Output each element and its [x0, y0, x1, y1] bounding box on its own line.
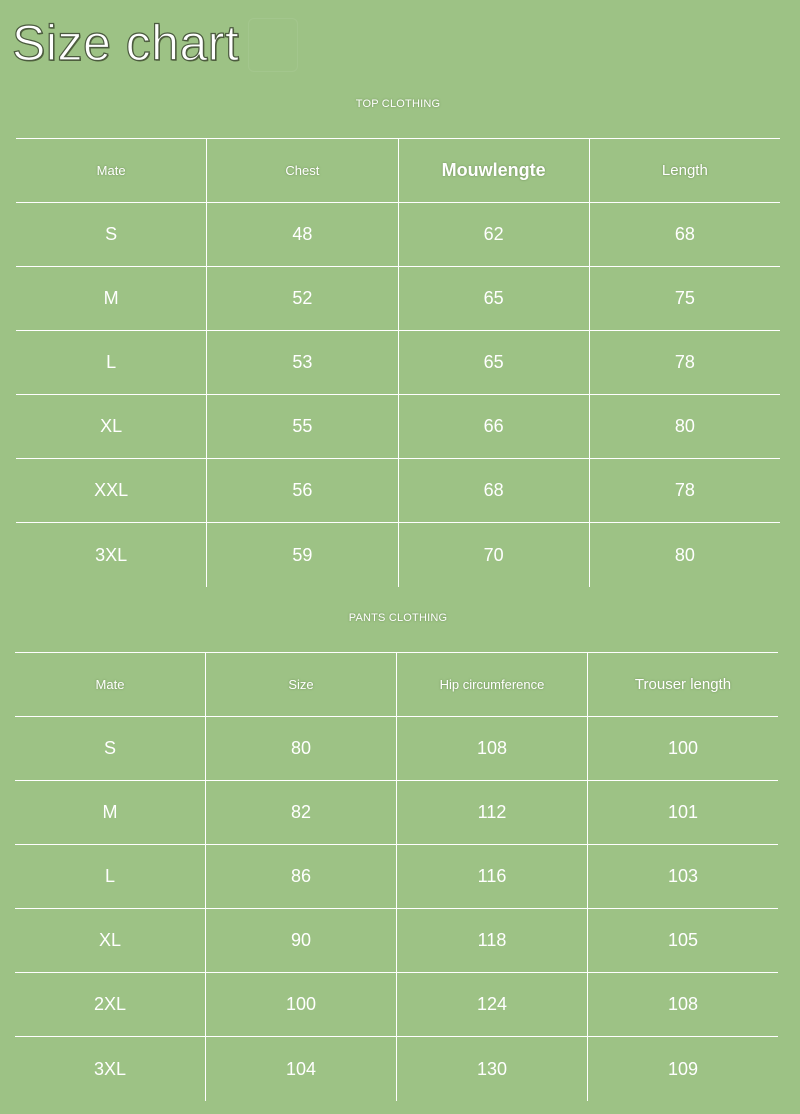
table-cell: 90 [205, 909, 396, 972]
table-cell: 124 [396, 973, 587, 1036]
pants-clothing-label: PANTS CLOTHING [348, 612, 448, 624]
table-cell: 2XL [93, 994, 127, 1014]
table-row [16, 523, 780, 587]
table-row [15, 1037, 778, 1101]
table-cell: S [105, 224, 118, 244]
table-cell: 3XL [95, 544, 128, 565]
table-cell: 75 [589, 267, 780, 330]
table-cell: 101 [587, 781, 778, 844]
table-row [16, 203, 780, 267]
table-cell: 65 [398, 267, 589, 330]
table-cell: L [106, 352, 117, 372]
top-clothing-label: TOP CLOTHING [355, 98, 441, 110]
table-cell: 65 [398, 331, 589, 394]
table-cell: M [102, 802, 118, 822]
table-cell: 108 [396, 717, 587, 780]
table-row [16, 267, 780, 331]
table-cell: 48 [206, 203, 397, 266]
header-cell: Hip circumference [396, 653, 587, 716]
table-row [15, 781, 778, 845]
table-row [15, 909, 778, 973]
table-cell: L [104, 866, 115, 886]
table-cell: 100 [587, 717, 778, 780]
table-cell: 78 [589, 459, 780, 522]
table-cell: 68 [589, 203, 780, 266]
table-cell: 70 [398, 523, 589, 587]
pants-clothing-table [15, 652, 778, 1101]
table-cell: 66 [398, 395, 589, 458]
table-cell: 78 [589, 331, 780, 394]
table-cell: 112 [396, 781, 587, 844]
table-row [15, 717, 778, 781]
table-cell: XL [98, 930, 122, 950]
header-cell: Mate [95, 677, 125, 692]
table-cell: XXL [94, 480, 129, 500]
table-cell: 80 [205, 717, 396, 780]
table-cell: 55 [206, 395, 397, 458]
table-cell: 103 [587, 845, 778, 908]
header-cell: Mate [96, 163, 126, 178]
table-cell: 105 [587, 909, 778, 972]
table-cell: 3XL [93, 1058, 127, 1079]
table-cell: XL [100, 416, 123, 436]
table-cell: 109 [587, 1037, 778, 1101]
table-cell: M [103, 288, 119, 308]
table-cell: 104 [205, 1037, 396, 1101]
table-cell: 52 [206, 267, 397, 330]
table-cell: 59 [206, 523, 397, 587]
header-cell: Chest [206, 139, 397, 202]
table-cell: 100 [205, 973, 396, 1036]
table-header-row [16, 139, 780, 203]
top-clothing-table [16, 138, 780, 587]
table-row [16, 459, 780, 523]
table-cell: 86 [205, 845, 396, 908]
table-cell: 53 [206, 331, 397, 394]
table-cell: 62 [398, 203, 589, 266]
table-cell: 56 [206, 459, 397, 522]
table-row [15, 845, 778, 909]
title-decoration [248, 18, 298, 72]
table-cell: 118 [396, 909, 587, 972]
table-row [16, 331, 780, 395]
table-header-row [15, 653, 778, 717]
table-cell: 108 [587, 973, 778, 1036]
header-cell: Size [205, 653, 396, 716]
table-cell: 80 [589, 523, 780, 587]
table-cell: 116 [396, 845, 587, 908]
table-cell: S [103, 738, 116, 758]
table-cell: 80 [589, 395, 780, 458]
table-cell: 82 [205, 781, 396, 844]
header-cell: Length [589, 139, 780, 202]
table-cell: 68 [398, 459, 589, 522]
header-cell: Mouwlengte [398, 139, 589, 202]
table-cell: 130 [396, 1037, 587, 1101]
header-cell: Trouser length [587, 653, 778, 716]
page-title: Size chart [12, 15, 240, 71]
table-row [16, 395, 780, 459]
table-row [15, 973, 778, 1037]
